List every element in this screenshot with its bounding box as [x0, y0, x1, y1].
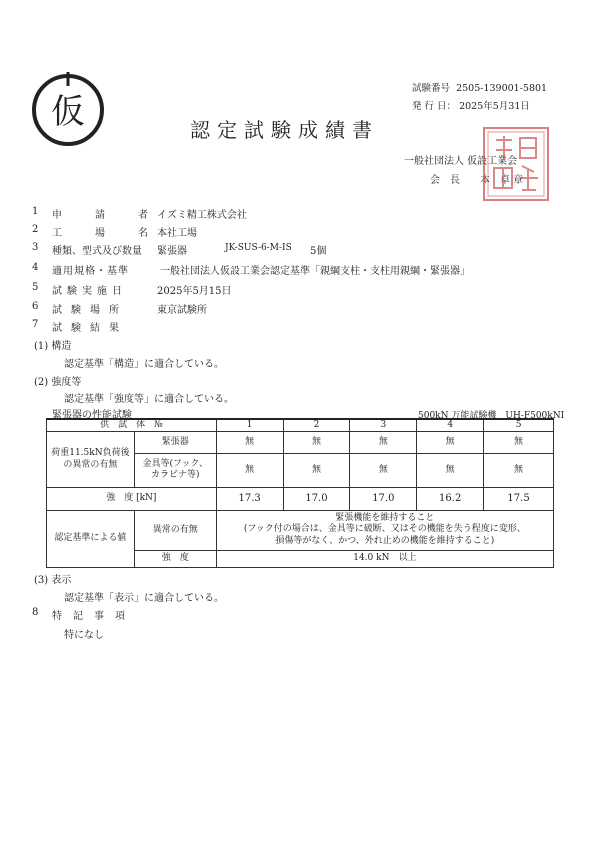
issuer-name: 本 卓 章: [480, 175, 524, 186]
fittings-row: 金具等(フック、カラビナ等) 無 無 無 無 無: [47, 453, 554, 487]
load-row-label: 荷重11.5kN負荷後の異常の有無: [47, 431, 135, 487]
item-2-label: 工 場 名: [52, 228, 148, 239]
abnormal-label: 異常の有無: [134, 510, 216, 550]
abnormal-requirement: 緊張機能を維持すること (フック付の場合は、金具等に破断、又はその機能を失う程度に変形、 損傷等がなく、かつ、外れ止めの機能を維持すること): [216, 510, 553, 550]
criteria-label: 認定基準による値: [47, 510, 135, 567]
display-heading: (3) 表示: [34, 575, 72, 586]
product-qty: 5個: [310, 246, 327, 257]
issuer-org: 一般社団法人 仮設工業会: [404, 156, 518, 167]
test-date: 2025年5月15日: [157, 286, 232, 297]
test-machine: 500kN 万能試験機 UH-F500kNI: [418, 411, 565, 421]
product-model: JK-SUS-6-M-IS: [225, 243, 292, 253]
strength-row: 強 度 [kN] 17.3 17.0 17.0 16.2 17.5: [47, 487, 554, 510]
item-3-label: 種類、型式及び数量: [52, 246, 142, 257]
table-caption: 緊張器の性能試験: [52, 410, 132, 421]
fittings-label: 金具等(フック、カラビナ等): [134, 453, 216, 487]
header-row: 供 試 体 № 1 2 3 4 5: [47, 419, 554, 431]
structure-text: 認定基準「構造」に適合している。: [64, 359, 224, 370]
logo-char: 仮: [51, 92, 85, 132]
item-5-label: 試験実施日: [52, 286, 127, 297]
remarks-text: 特になし: [64, 630, 104, 641]
strength-text: 認定基準「強度等」に適合している。: [64, 394, 234, 405]
tensioner-row: 荷重11.5kN負荷後の異常の有無 緊張器 無 無 無 無 無: [47, 431, 554, 453]
remarks-label: 特記事項: [52, 611, 136, 622]
strength-label: 強 度 [kN]: [47, 487, 217, 510]
factory: 本社工場: [157, 228, 197, 239]
item-4-label: 適用規格・基準: [52, 266, 129, 277]
item-7-label: 試験結果: [52, 323, 128, 334]
strength-requirement: 14.0 kN 以上: [216, 550, 553, 567]
official-seal: [482, 126, 550, 202]
issue-date: 発 行 日： 2025年5月31日: [412, 101, 530, 112]
item-1-label: 申 請 者: [52, 210, 148, 221]
performance-table: [46, 418, 554, 568]
issuer-position: 会 長: [430, 175, 460, 186]
structure-heading: (1) 構造: [34, 341, 72, 352]
applicant: イズミ精工株式会社: [157, 210, 247, 221]
product-type: 緊張器: [157, 246, 187, 257]
criteria-strength-label: 強 度: [134, 550, 216, 567]
item-6-label: 試験場所: [52, 305, 128, 316]
criteria-abnormal-row: [47, 510, 554, 550]
tensioner-label: 緊張器: [134, 431, 216, 453]
display-text: 認定基準「表示」に適合している。: [64, 593, 224, 604]
specimen-header: 供 試 体 №: [47, 419, 217, 431]
test-number: 試験番号 2505-139001-5801: [412, 83, 548, 94]
standard: 一般社団法人仮設工業会認定基準「親綱支柱・支柱用親綱・緊張器」: [160, 266, 470, 277]
organization-logo: [28, 68, 108, 148]
page-title: 認定試験成績書: [190, 118, 379, 142]
strength-heading: (2) 強度等: [34, 377, 82, 388]
test-location: 東京試験所: [157, 305, 207, 316]
